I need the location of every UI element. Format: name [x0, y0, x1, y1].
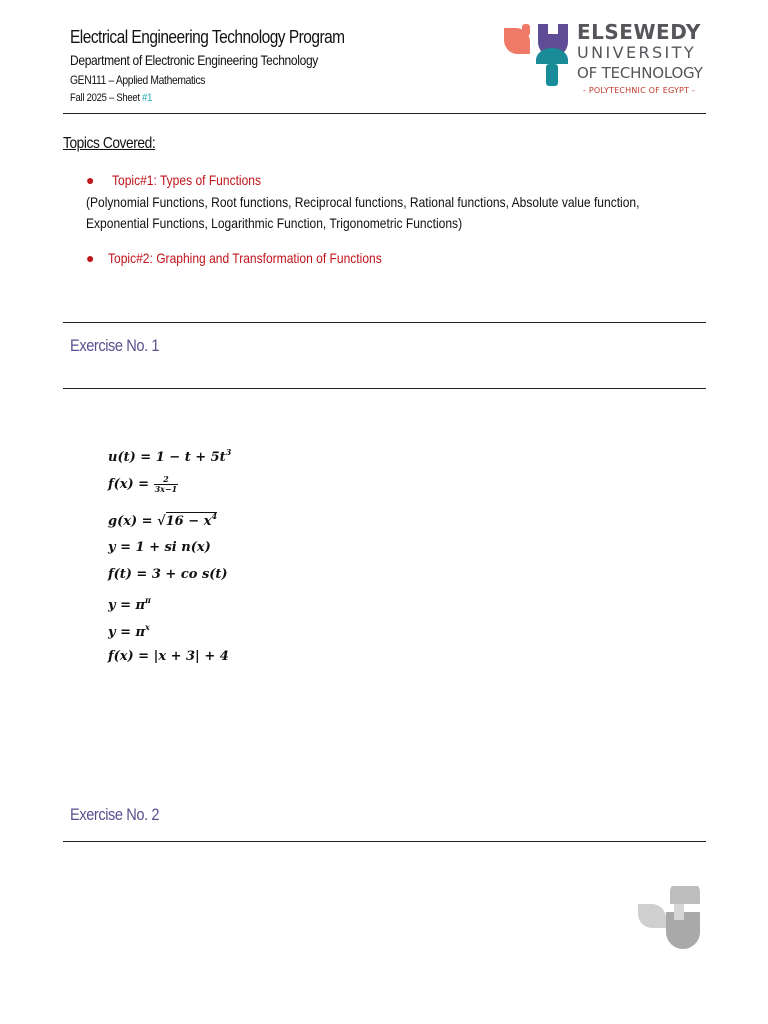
- topic-1-description-line1: (Polynomial Functions, Root functions, Reciprocal functions, Rational functions, Absolute value function,: [86, 194, 640, 210]
- topics-heading: Topics Covered:: [63, 135, 156, 152]
- course-name: GEN111 – Applied Mathematics: [70, 73, 206, 87]
- exercise-1-top-rule: [63, 322, 706, 323]
- department-name: Department of Electronic Engineering Technology: [70, 52, 318, 68]
- header-divider: [63, 113, 706, 114]
- exercise-1-title: Exercise No. 1: [70, 336, 160, 355]
- topic-bullet-2: ●: [86, 250, 95, 266]
- equation-1: $u(t) = 1 - t + 5t^3$: [108, 447, 232, 465]
- equation-7: $y = \pi^x$: [108, 622, 150, 640]
- logo-line-polytechnic: - POLYTECHNIC OF EGYPT -: [583, 86, 695, 95]
- university-logo-icon: [500, 20, 572, 90]
- logo-line-technology: OF TECHNOLOGY: [577, 64, 703, 82]
- topic-1-label: Topic#1: Types of Functions: [112, 172, 262, 188]
- topic-bullet-1: ●: [86, 172, 95, 188]
- equation-8: f(x) = |x + 3| + 4: [108, 649, 229, 664]
- equation-6: $y = \pi^\pi$: [108, 595, 151, 613]
- exercise-1-bottom-rule: [63, 388, 706, 389]
- equation-3: $g(x) = √16 - x^4$: [108, 511, 218, 529]
- topic-1-description-line2: Exponential Functions, Logarithmic Function, Trigonometric Functions): [86, 215, 463, 231]
- sheet-number: #1: [142, 92, 153, 104]
- equation-2: f(x) = $\frac{2}{3x-1}$: [108, 474, 178, 494]
- logo-line-university: UNIVERSITY: [577, 43, 696, 62]
- topic-2-label: Topic#2: Graphing and Transformation of Functions: [108, 250, 382, 266]
- equation-5: f(t) = 3 + co s(t): [108, 567, 228, 582]
- logo-line-elsewedy: ELSEWEDY: [577, 20, 701, 44]
- sheet-prefix: Fall 2025 – Sheet: [70, 92, 143, 104]
- program-title: Electrical Engineering Technology Program: [70, 27, 345, 47]
- equation-4: y = 1 + si n(x): [108, 540, 211, 555]
- sheet-label: [70, 92, 152, 104]
- watermark-logo-icon: [636, 886, 702, 956]
- exercise-2-rule: [63, 841, 706, 842]
- exercise-2-title: Exercise No. 2: [70, 805, 160, 824]
